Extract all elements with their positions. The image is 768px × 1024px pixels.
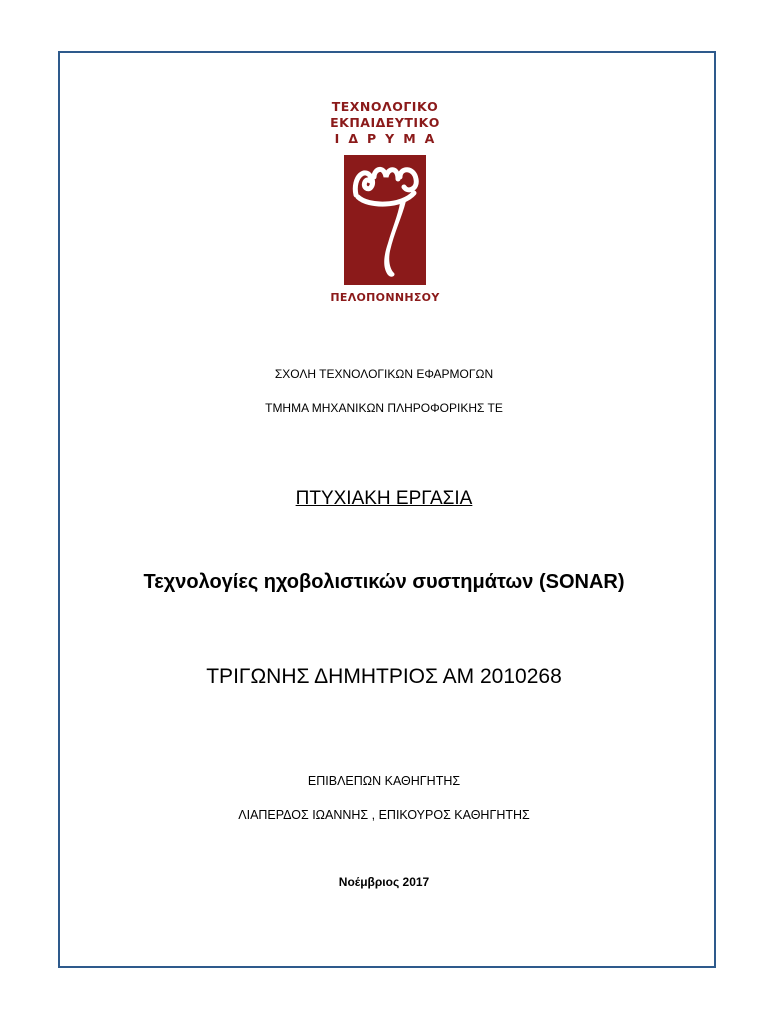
author-name: ΤΡΙΓΩΝΗΣ ΔΗΜΗΤΡΙΟΣ ΑΜ 2010268 (206, 665, 562, 688)
logo-emblem-icon (344, 155, 426, 285)
institution-logo (324, 98, 446, 310)
thesis-type-heading: ΠΤΥΧΙΑΚΗ ΕΡΓΑΣΙΑ (295, 488, 473, 509)
supervisor-name: ΛΙΑΠΕΡΔΟΣ ΙΩΑΝΝΗΣ , ΕΠΙΚΟΥΡΟΣ ΚΑΘΗΓΗΤΗΣ (238, 808, 530, 822)
supervisor-label: ΕΠΙΒΛΕΠΩΝ ΚΑΘΗΓΗΤΗΣ (307, 774, 461, 788)
department-name: ΤΜΗΜΑ ΜΗΧΑΝΙΚΩΝ ΠΛΗΡΟΦΟΡΙΚΗΣ ΤΕ (265, 401, 503, 415)
logo-text-line-3: ΙΔΡΥΜΑ (334, 131, 444, 146)
logo-text-line-4: ΠΕΛΟΠΟΝΝΗΣΟΥ (330, 291, 440, 304)
logo-text-line-1: ΤΕΧΝΟΛΟΓΙΚΟ (331, 99, 439, 114)
school-name: ΣΧΟΛΗ ΤΕΧΝΟΛΟΓΙΚΩΝ ΕΦΑΡΜΟΓΩΝ (274, 367, 494, 381)
thesis-title: Τεχνολογίες ηχοβολιστικών συστημάτων (SONAR) (143, 571, 625, 593)
logo-text-line-2: ΕΚΠΑΙΔΕΥΤΙΚΟ (330, 115, 440, 130)
submission-date: Νοέμβριος 2017 (338, 875, 430, 889)
